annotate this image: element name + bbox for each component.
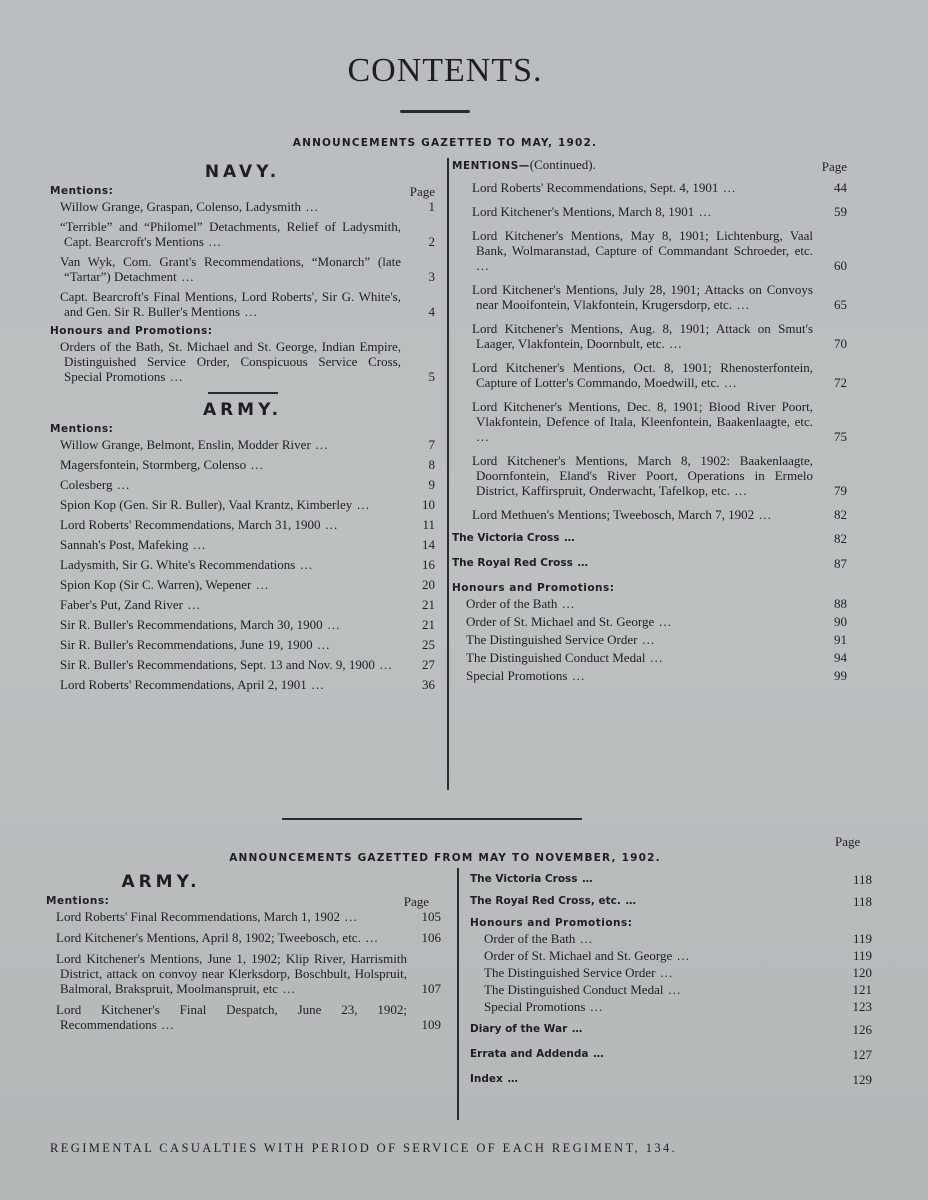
entry-page-number: 109	[421, 1017, 441, 1032]
footer-note: REGIMENTAL CASUALTIES WITH PERIOD OF SERVICE OF EACH REGIMENT, 134.	[50, 1141, 678, 1155]
entry-page-number: 25	[422, 637, 435, 652]
entry-page-number: 126	[852, 1022, 872, 1037]
toc-entry[interactable]	[50, 597, 435, 612]
entry-page-number: 59	[834, 204, 847, 219]
entry-page-number: 36	[422, 677, 435, 692]
entry-title: Lord Kitchener's Mentions, March 8, 1901 …	[462, 204, 813, 219]
toc-entry[interactable]	[456, 632, 847, 647]
section2-heading: ANNOUNCEMENTS GAZETTED FROM MAY TO NOVEMBER, 1902.	[229, 852, 661, 864]
section2-left-column	[46, 872, 441, 1038]
entry-title: Lord Kitchener's Mentions, July 28, 1901; Attacks on Convoys near Mooifontein, Vlakfontein, Krugersdorp, etc. …	[462, 282, 813, 312]
toc-entry[interactable]	[452, 531, 847, 546]
entry-page-number: 11	[422, 517, 435, 532]
divider	[208, 392, 278, 394]
toc-entry[interactable]	[462, 180, 847, 195]
entry-page-number: 88	[834, 596, 847, 611]
entry-page-number: 21	[422, 617, 435, 632]
entry-title: Magersfontein, Stormberg, Colenso …	[50, 457, 401, 472]
entry-list	[470, 872, 872, 909]
entry-page-number: 27	[422, 657, 435, 672]
group-label: Mentions:	[50, 185, 114, 197]
toc-entry[interactable]	[456, 614, 847, 629]
entry-title: Colesberg …	[50, 477, 401, 492]
entry-list	[50, 199, 435, 319]
entry-title: Sannah's Post, Mafeking …	[50, 537, 401, 552]
entry-title: Orders of the Bath, St. Michael and St. George, Indian Empire, Distinguished Service Order, Conspicuous Service Cross, Special Promotions …	[50, 339, 401, 384]
toc-entry[interactable]	[50, 657, 435, 672]
group-label: Honours and Promotions:	[50, 325, 213, 337]
entry-page-number: 75	[834, 429, 847, 444]
toc-entry[interactable]	[474, 982, 872, 997]
toc-entry[interactable]	[470, 894, 872, 909]
group-label: Mentions:	[46, 895, 110, 907]
entry-page-number: 10	[422, 497, 435, 512]
entry-title: Order of the Bath …	[474, 931, 838, 946]
entry-page-number: 119	[852, 931, 872, 946]
entry-page-number: 2	[428, 234, 435, 249]
toc-entry[interactable]	[462, 204, 847, 219]
toc-entry[interactable]	[474, 931, 872, 946]
entry-page-number: 129	[852, 1072, 872, 1087]
toc-entry[interactable]	[50, 477, 435, 492]
entry-page-number: 82	[834, 531, 847, 546]
toc-entry[interactable]	[474, 999, 872, 1014]
entry-page-number: 121	[852, 982, 872, 997]
entry-title: Lord Kitchener's Mentions, March 8, 1902: Baakenlaagte, Doornfontein, Eland's River Poort, Operations in Ermelo District, Kaffirspruit, Onderwacht, Tafelkop, etc. …	[462, 453, 813, 498]
entry-page-number: 5	[428, 369, 435, 384]
toc-entry[interactable]	[50, 537, 435, 552]
toc-entry[interactable]	[452, 556, 847, 571]
page-title: CONTENTS.	[347, 52, 543, 89]
entry-title: Faber's Put, Zand River …	[50, 597, 401, 612]
entry-page-number: 82	[834, 507, 847, 522]
entry-title: Sir R. Buller's Recommendations, Sept. 13 and Nov. 9, 1900 …	[50, 657, 401, 672]
entry-title: Diary of the War …	[470, 1022, 838, 1037]
entry-title: Lord Kitchener's Mentions, April 8, 1902; Tweebosch, etc. …	[46, 930, 407, 945]
entry-page-number: 87	[834, 556, 847, 571]
title-ornament	[400, 110, 470, 113]
toc-entry[interactable]	[462, 453, 847, 498]
entry-list	[50, 339, 435, 384]
entry-page-number: 118	[852, 894, 872, 909]
entry-title: Lord Roberts' Recommendations, Sept. 4, 1901 …	[462, 180, 813, 195]
entry-title: Lord Kitchener's Mentions, Dec. 8, 1901; Blood River Poort, Vlakfontein, Defence of Itala, Kleenfontein, Baakenlaagte, etc. …	[462, 399, 813, 444]
entry-title: The Distinguished Conduct Medal …	[456, 650, 813, 665]
group-label: Mentions:	[50, 423, 114, 435]
toc-entry[interactable]	[50, 557, 435, 572]
entry-title: Lord Kitchener's Mentions, Oct. 8, 1901; Rhenosterfontein, Capture of Lotter's Commando, Moedwill, etc. …	[462, 360, 813, 390]
section1-right-column	[452, 157, 847, 686]
entry-list	[50, 437, 435, 692]
entry-page-number: 119	[852, 948, 872, 963]
entry-list	[470, 931, 872, 1014]
column-divider	[447, 158, 449, 790]
entry-title: Lord Methuen's Mentions; Tweebosch, March 7, 1902 …	[462, 507, 813, 522]
entry-title: Special Promotions …	[456, 668, 813, 683]
entry-title: The Royal Red Cross …	[452, 556, 813, 571]
navy-heading: NAVY.	[204, 162, 281, 182]
entry-list	[452, 180, 847, 522]
entry-page-number: 65	[834, 297, 847, 312]
entry-list	[452, 531, 847, 571]
toc-entry[interactable]	[470, 1047, 872, 1062]
entry-title: Lord Roberts' Recommendations, April 2, 1901 …	[50, 677, 401, 692]
entry-page-number: 72	[834, 375, 847, 390]
entry-page-number: 21	[422, 597, 435, 612]
toc-entry[interactable]	[50, 577, 435, 592]
mentions-continued-label: MENTIONS—	[452, 160, 530, 172]
toc-entry[interactable]	[46, 930, 441, 945]
entry-title: “Terrible” and “Philomel” Detachments, Relief of Ladysmith, Capt. Bearcroft's Mentions …	[50, 219, 401, 249]
entry-page-number: 120	[852, 965, 872, 980]
entry-title: Ladysmith, Sir G. White's Recommendations …	[50, 557, 401, 572]
toc-entry[interactable]	[46, 909, 441, 924]
entry-title: Order of the Bath …	[456, 596, 813, 611]
entry-title: Lord Roberts' Final Recommendations, March 1, 1902 …	[46, 909, 407, 924]
toc-entry[interactable]	[46, 1002, 441, 1032]
toc-entry[interactable]	[462, 399, 847, 444]
entry-title: Lord Roberts' Recommendations, March 31, 1900 …	[50, 517, 401, 532]
entry-title: Lord Kitchener's Final Despatch, June 23, 1902; Recommendations …	[46, 1002, 407, 1032]
toc-entry[interactable]	[456, 596, 847, 611]
entry-title: The Royal Red Cross, etc. …	[470, 894, 838, 909]
entry-page-number: 79	[834, 483, 847, 498]
entry-page-number: 4	[428, 304, 435, 319]
entry-page-number: 9	[428, 477, 435, 492]
toc-entry[interactable]	[462, 321, 847, 351]
entry-title: Order of St. Michael and St. George …	[474, 948, 838, 963]
entry-title: The Distinguished Conduct Medal …	[474, 982, 838, 997]
page-column-label: Page	[409, 184, 435, 199]
entry-page-number: 16	[422, 557, 435, 572]
toc-entry[interactable]	[50, 219, 435, 249]
entry-page-number: 99	[834, 668, 847, 683]
toc-entry[interactable]	[50, 497, 435, 512]
entry-title: The Distinguished Service Order …	[456, 632, 813, 647]
entry-title: Special Promotions …	[474, 999, 838, 1014]
toc-entry[interactable]	[474, 965, 872, 980]
toc-entry[interactable]	[50, 199, 435, 214]
toc-entry[interactable]	[470, 1022, 872, 1037]
entry-title: Spion Kop (Sir C. Warren), Wepener …	[50, 577, 401, 592]
entry-title: The Distinguished Service Order …	[474, 965, 838, 980]
army-heading: ARMY.	[202, 400, 283, 420]
entry-page-number: 106	[421, 930, 441, 945]
entry-title: Lord Kitchener's Mentions, June 1, 1902; Klip River, Harrismith District, attack on convoy near Klerksdorp, Boschbult, Holspruit, Balmoral, Brakspruit, Moolmanspruit, etc …	[46, 951, 407, 996]
toc-entry[interactable]	[50, 289, 435, 319]
entry-page-number: 94	[834, 650, 847, 665]
entry-title: Sir R. Buller's Recommendations, March 30, 1900 …	[50, 617, 401, 632]
section2-right-column	[470, 872, 872, 1097]
group-label: Honours and Promotions:	[452, 582, 615, 594]
section1-heading: ANNOUNCEMENTS GAZETTED TO MAY, 1902.	[292, 137, 598, 149]
section1-left-column	[50, 162, 435, 697]
entry-title: Capt. Bearcroft's Final Mentions, Lord Roberts', Sir G. White's, and Gen. Sir R. Buller's Mentions …	[50, 289, 401, 319]
entry-page-number: 8	[428, 457, 435, 472]
entry-title: Willow Grange, Graspan, Colenso, Ladysmith …	[50, 199, 401, 214]
entry-page-number: 91	[834, 632, 847, 647]
entry-page-number: 3	[428, 269, 435, 284]
entry-page-number: 105	[421, 909, 441, 924]
page-column-label: Page	[403, 894, 429, 909]
entry-page-number: 1	[428, 199, 435, 214]
entry-title: Lord Kitchener's Mentions, May 8, 1901; Lichtenburg, Vaal Bank, Wolmaranstad, Capture of Commandant Schroeder, etc. …	[462, 228, 813, 273]
toc-entry[interactable]	[470, 1072, 872, 1087]
page-column-label: Page	[821, 159, 847, 174]
entry-title: Order of St. Michael and St. George …	[456, 614, 813, 629]
entry-title: Lord Kitchener's Mentions, Aug. 8, 1901; Attack on Smut's Laager, Vlakfontein, Doornbult, etc. …	[462, 321, 813, 351]
army-heading: ARMY.	[121, 872, 201, 892]
entry-page-number: 118	[852, 872, 872, 887]
toc-entry[interactable]	[50, 517, 435, 532]
toc-entry[interactable]	[50, 677, 435, 692]
entry-title: Index …	[470, 1072, 838, 1087]
toc-entry[interactable]	[462, 282, 847, 312]
toc-entry[interactable]	[50, 339, 435, 384]
entry-title: Willow Grange, Belmont, Enslin, Modder River …	[50, 437, 401, 452]
toc-entry[interactable]	[50, 457, 435, 472]
entry-title: Spion Kop (Gen. Sir R. Buller), Vaal Krantz, Kimberley …	[50, 497, 401, 512]
entry-page-number: 20	[422, 577, 435, 592]
entry-page-number: 123	[852, 999, 872, 1014]
toc-entry[interactable]	[462, 507, 847, 522]
entry-page-number: 90	[834, 614, 847, 629]
entry-page-number: 70	[834, 336, 847, 351]
column-divider	[457, 868, 459, 1120]
entry-page-number: 7	[428, 437, 435, 452]
toc-entry[interactable]	[470, 872, 872, 887]
entry-title: Sir R. Buller's Recommendations, June 19, 1900 …	[50, 637, 401, 652]
toc-entry[interactable]	[50, 437, 435, 452]
toc-entry[interactable]	[50, 617, 435, 632]
toc-entry[interactable]	[46, 951, 441, 996]
entry-title: The Victoria Cross …	[452, 531, 813, 546]
toc-entry[interactable]	[462, 360, 847, 390]
entry-title: Errata and Addenda …	[470, 1047, 838, 1062]
entry-list	[452, 596, 847, 683]
entry-list	[470, 1022, 872, 1087]
entry-page-number: 107	[421, 981, 441, 996]
entry-page-number: 60	[834, 258, 847, 273]
page-column-label: Page	[835, 834, 861, 849]
entry-page-number: 14	[422, 537, 435, 552]
entry-list	[46, 909, 441, 1032]
toc-entry[interactable]	[50, 637, 435, 652]
entry-page-number: 127	[852, 1047, 872, 1062]
continued-label: (Continued).	[529, 157, 596, 172]
entry-title: The Victoria Cross …	[470, 872, 838, 887]
toc-entry[interactable]	[474, 948, 872, 963]
toc-entry[interactable]	[456, 650, 847, 665]
entry-title: Van Wyk, Com. Grant's Recommendations, “Monarch” (late “Tartar”) Detachment …	[50, 254, 401, 284]
entry-page-number: 44	[834, 180, 847, 195]
toc-entry[interactable]	[462, 228, 847, 273]
toc-entry[interactable]	[50, 254, 435, 284]
section-divider	[282, 818, 582, 820]
toc-entry[interactable]	[456, 668, 847, 683]
group-label: Honours and Promotions:	[470, 917, 633, 929]
